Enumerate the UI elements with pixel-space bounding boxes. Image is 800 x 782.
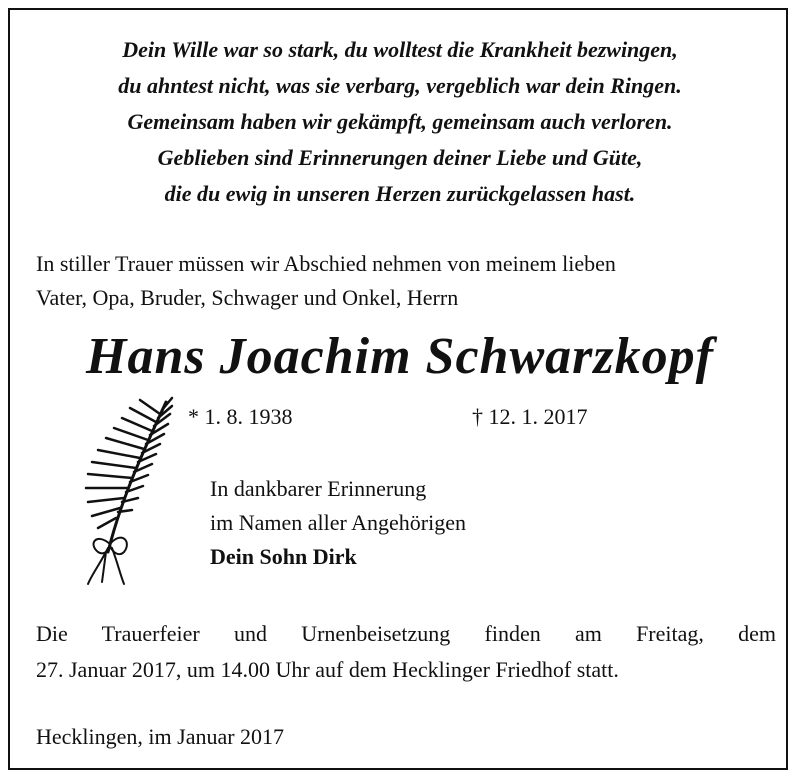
obituary-notice bbox=[8, 8, 788, 770]
poem-line-3: Gemeinsam haben wir gekämpft, gemeinsam auch verloren. bbox=[127, 109, 673, 134]
signoff bbox=[210, 472, 466, 574]
poem-line-2: du ahntest nicht, was sie verbarg, vergeblich war dein Ringen. bbox=[118, 73, 682, 98]
poem-line-1: Dein Wille war so stark, du wolltest die Krankheit bezwingen, bbox=[122, 37, 678, 62]
palm-branch-icon bbox=[68, 392, 178, 592]
signoff-line-1: In dankbarer Erinnerung bbox=[210, 476, 427, 501]
poem-line-4: Geblieben sind Erinnerungen deiner Liebe und Güte, bbox=[157, 145, 643, 170]
signoff-line-2: im Namen aller Angehörigen bbox=[210, 510, 466, 535]
intro-text bbox=[36, 247, 776, 315]
intro-line-2: Vater, Opa, Bruder, Schwager und Onkel, Herrn bbox=[36, 285, 459, 310]
intro-line-1: In stiller Trauer müssen wir Abschied nehmen von meinem lieben bbox=[36, 251, 616, 276]
ceremony-line-2: 27. Januar 2017, um 14.00 Uhr auf dem Hecklinger Friedhof statt. bbox=[36, 657, 619, 682]
memorial-poem bbox=[10, 32, 790, 212]
death-date: † 12. 1. 2017 bbox=[472, 404, 588, 429]
ceremony-line-1: Die Trauerfeier und Urnenbeisetzung finden am Freitag, dem bbox=[36, 621, 776, 646]
place-date: Hecklingen, im Januar 2017 bbox=[36, 724, 285, 749]
deceased-name: Hans Joachim Schwarzkopf bbox=[86, 328, 714, 385]
ceremony-info bbox=[36, 616, 776, 688]
birth-date: * 1. 8. 1938 bbox=[188, 404, 293, 429]
poem-line-5: die du ewig in unseren Herzen zurückgelassen hast. bbox=[164, 181, 636, 206]
signoff-signature: Dein Sohn Dirk bbox=[210, 544, 357, 569]
